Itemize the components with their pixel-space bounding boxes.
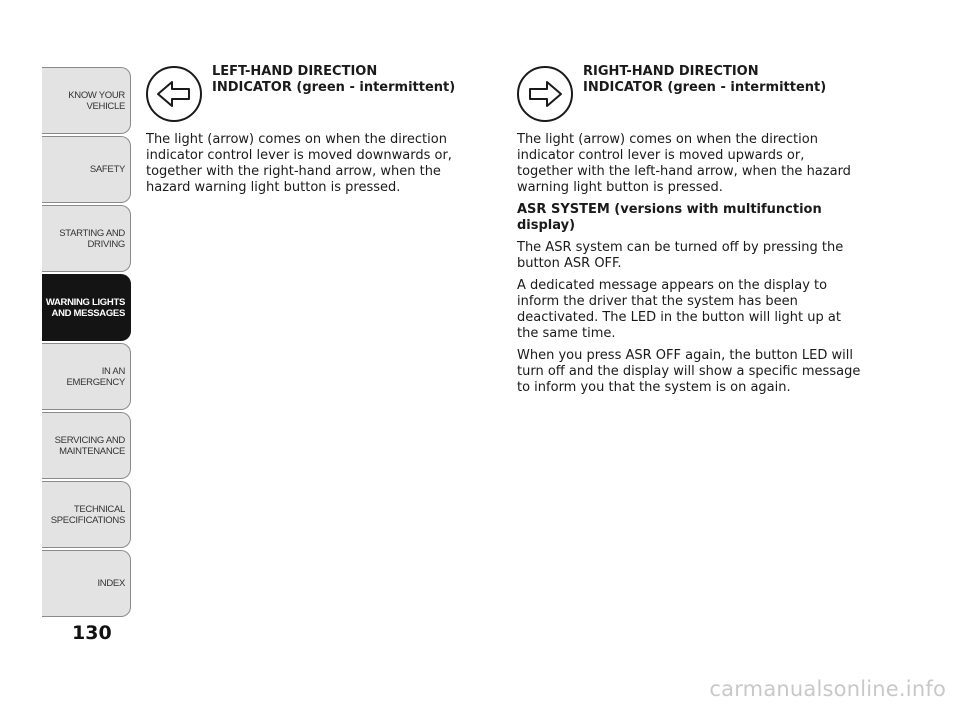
asr-heading: ASR SYSTEM (versions with multifunction display) xyxy=(517,202,822,233)
tab-in-an-emergency[interactable]: IN AN EMERGENCY xyxy=(42,343,131,410)
left-indicator-header xyxy=(146,60,481,132)
right-column xyxy=(517,60,862,402)
right-indicator-header xyxy=(517,60,862,132)
tab-safety[interactable]: SAFETY xyxy=(42,136,131,203)
left-arrow-icon xyxy=(146,66,202,122)
tab-technical-specifications[interactable]: TECHNICAL SPECIFICATIONS xyxy=(42,481,131,548)
right-arrow-icon xyxy=(517,66,573,122)
tab-index[interactable]: INDEX xyxy=(42,550,131,617)
left-indicator-title: LEFT-HAND DIRECTION INDICATOR (green - intermittent) xyxy=(212,64,456,95)
tab-know-your-vehicle[interactable]: KNOW YOUR VEHICLE xyxy=(42,67,131,134)
right-indicator-description: The light (arrow) comes on when the direction indicator control lever is moved upwards or, together with the left-hand arrow, when the hazard warning light button is pressed. xyxy=(517,132,851,195)
tab-starting-and-driving[interactable]: STARTING AND DRIVING xyxy=(42,205,131,272)
left-indicator-description: The light (arrow) comes on when the direction indicator control lever is moved downwards or, together with the right-hand arrow, when the hazard warning light button is pressed. xyxy=(146,132,452,195)
chapter-tabs xyxy=(0,0,140,640)
left-column xyxy=(146,60,481,202)
asr-paragraph-3: When you press ASR OFF again, the button LED will turn off and the display will show a specific message to inform you that the system is on again. xyxy=(517,348,861,395)
asr-paragraph-2: A dedicated message appears on the display to inform the driver that the system has been deactivated. The LED in the button will light up at the same time. xyxy=(517,278,841,341)
asr-paragraph-1: The ASR system can be turned off by pressing the button ASR OFF. xyxy=(517,240,844,271)
tab-servicing[interactable]: SERVICING AND MAINTENANCE xyxy=(42,412,131,479)
page-number: 130 xyxy=(72,622,112,644)
watermark: carmanualsonline.info xyxy=(709,677,946,701)
right-indicator-title: RIGHT-HAND DIRECTION INDICATOR (green - intermittent) xyxy=(583,64,827,95)
tab-warning-lights[interactable]: WARNING LIGHTS AND MESSAGES xyxy=(42,274,131,341)
